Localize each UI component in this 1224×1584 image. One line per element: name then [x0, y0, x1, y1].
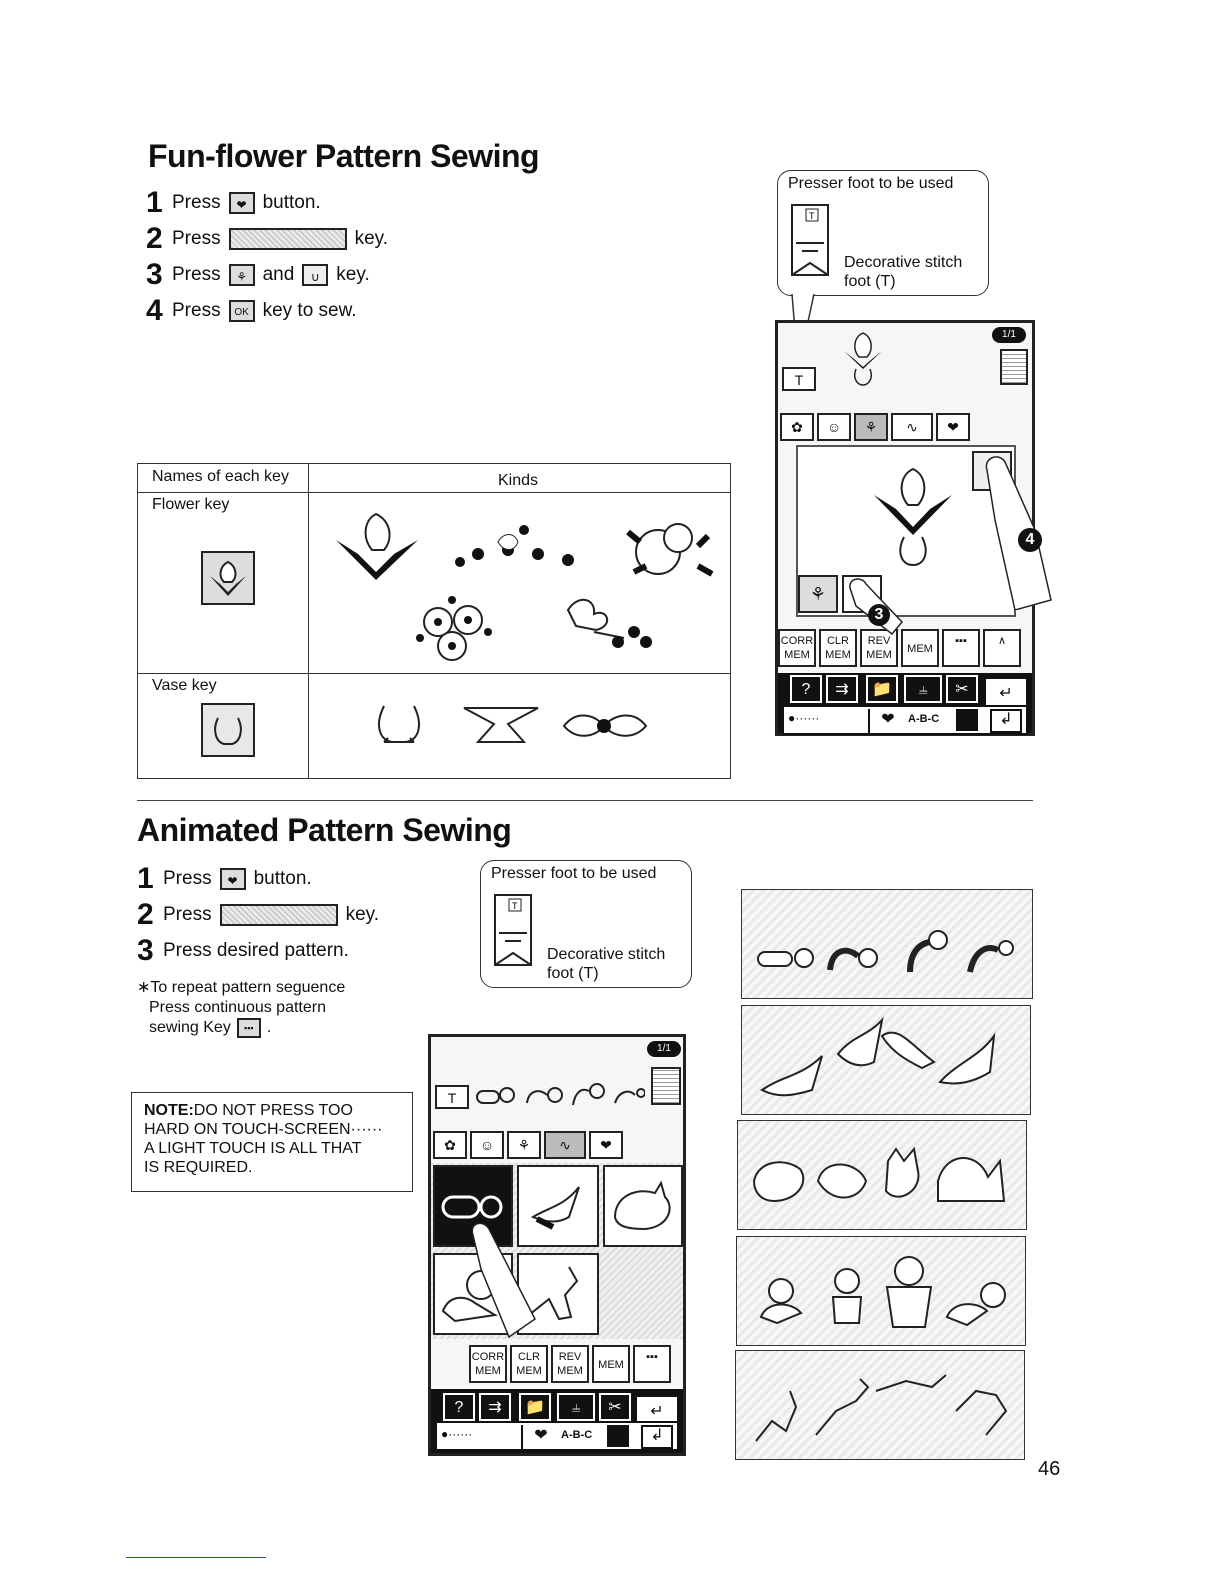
- step-number: 1: [137, 862, 154, 895]
- step-text: Press desired pattern.: [163, 940, 349, 961]
- decorative-mode-icon[interactable]: ❤: [868, 709, 906, 733]
- decorative-mode-icon[interactable]: ❤: [521, 1425, 559, 1449]
- an-step-2: [137, 898, 379, 932]
- flower-bouquet-icon: [628, 524, 712, 574]
- width-key[interactable]: ⫨: [557, 1393, 595, 1421]
- baby-samples-panel: [736, 1236, 1026, 1346]
- sewing-machine-icon: [607, 1425, 629, 1447]
- continuous-key-icon: ▪▪▪: [237, 1018, 261, 1038]
- step-text: key.: [336, 264, 370, 285]
- category-tabs: [780, 413, 970, 441]
- tab-faces[interactable]: ☺: [817, 413, 851, 441]
- clr-mem-key[interactable]: CLR MEM: [510, 1345, 548, 1383]
- step-text: key.: [354, 228, 389, 249]
- round-vase-icon: [379, 706, 419, 742]
- tip-line: ∗To repeat pattern seguence: [137, 979, 346, 996]
- stitch-angle-key[interactable]: ∧: [983, 629, 1021, 667]
- folder-key[interactable]: 📁: [519, 1393, 551, 1421]
- presser-foot-icon: [788, 203, 844, 287]
- tip-line: sewing Key: [149, 1019, 231, 1036]
- presser-foot-title: Presser foot to be used: [491, 865, 657, 882]
- svg-text:T: T: [809, 211, 815, 221]
- presser-foot-line1: Decorative stitch: [844, 254, 963, 271]
- presser-foot-callout-animated: [480, 860, 692, 988]
- caterpillar-samples-icon: [742, 890, 1032, 998]
- daisy-cluster-icon: [416, 596, 492, 660]
- cat-samples-icon: [738, 1121, 1026, 1229]
- bird-samples-icon: [742, 1006, 1030, 1114]
- presser-foot-title: Presser foot to be used: [788, 175, 954, 192]
- flower-key-icon: [200, 550, 256, 606]
- tab-characters[interactable]: ✿: [780, 413, 814, 441]
- note-text: HARD ON TOUCH-SCREEN······: [144, 1121, 383, 1138]
- kangaroo-samples-icon: [736, 1351, 1024, 1459]
- continuous-sewing-key[interactable]: ▪▪▪: [942, 629, 980, 667]
- page-number: 46: [1038, 1458, 1061, 1480]
- category-tabs: [433, 1131, 623, 1159]
- an-step-3: [137, 934, 349, 968]
- callout-3: 3: [868, 604, 890, 626]
- pointing-finger-4: [975, 450, 1055, 610]
- rev-mem-key[interactable]: REV MEM: [860, 629, 898, 667]
- needle-position-icon: ●······: [788, 711, 820, 725]
- memo-pad-icon[interactable]: [651, 1067, 681, 1105]
- basket-vase-icon: [464, 708, 538, 742]
- step-text: Press: [163, 868, 212, 889]
- vase-kinds-illustration: [328, 694, 728, 774]
- return-key[interactable]: ↲: [990, 709, 1022, 733]
- repeat-tip: [137, 978, 345, 1038]
- step-number: 4: [146, 294, 163, 327]
- row-label-flower: Flower key: [152, 496, 230, 513]
- presser-foot-line1: Decorative stitch: [547, 946, 666, 963]
- mirror-key[interactable]: ⇉: [479, 1393, 511, 1421]
- ff-step-4: [146, 294, 357, 328]
- page-indicator: 1/1: [992, 327, 1026, 343]
- presser-foot-line2: foot (T): [547, 965, 599, 982]
- bird-samples-panel: [741, 1005, 1031, 1115]
- an-step-1: [137, 862, 312, 896]
- tab-animated[interactable]: ∿: [891, 413, 933, 441]
- funflower-key-icon: [229, 228, 347, 250]
- step-number: 3: [137, 934, 154, 967]
- step-text: Press: [172, 300, 221, 321]
- corr-mem-key[interactable]: CORR MEM: [469, 1345, 507, 1383]
- kangaroo-samples-panel: [735, 1350, 1025, 1460]
- rev-mem-key[interactable]: REV MEM: [551, 1345, 589, 1383]
- help-key[interactable]: ?: [790, 675, 822, 703]
- step-text: key to sew.: [262, 300, 357, 321]
- step-text: Press: [163, 904, 212, 925]
- cat-pattern-key[interactable]: [603, 1165, 683, 1247]
- section-divider: [137, 800, 1033, 801]
- status-bar: [435, 1421, 679, 1451]
- callout-4: 4: [1018, 528, 1042, 552]
- note-label: NOTE:: [144, 1102, 194, 1119]
- tab-funflower[interactable]: ⚘: [507, 1131, 541, 1159]
- vase-key-icon: ∪: [302, 264, 328, 286]
- presser-foot-line2: foot (T): [844, 273, 896, 290]
- step-text: button.: [253, 868, 312, 889]
- presser-foot-callout: [777, 170, 989, 296]
- tulip-vase-preview: [868, 459, 958, 579]
- ff-step-1: [146, 186, 321, 220]
- return-key[interactable]: ↲: [641, 1425, 673, 1449]
- step-text: and: [262, 264, 295, 285]
- folder-key[interactable]: 📁: [866, 675, 898, 703]
- width-key[interactable]: ⫨: [904, 675, 942, 703]
- step-number: 2: [146, 222, 163, 255]
- decorative-button-icon: ❤: [220, 868, 246, 890]
- step-text: Press: [172, 192, 221, 213]
- tab-funflower[interactable]: ⚘: [854, 413, 888, 441]
- step-text: key.: [345, 904, 380, 925]
- back-key[interactable]: ↵: [637, 1397, 677, 1423]
- note-box: [131, 1092, 413, 1192]
- foot-indicator: T: [782, 367, 816, 391]
- status-bar: [782, 705, 1028, 735]
- tab-faces[interactable]: ☺: [470, 1131, 504, 1159]
- step-number: 2: [137, 898, 154, 931]
- step-text: button.: [262, 192, 321, 213]
- scissors-key[interactable]: ✂: [946, 675, 978, 703]
- flower-key[interactable]: ⚘: [798, 575, 838, 613]
- tulip-icon: [336, 514, 418, 580]
- cat-samples-panel: [737, 1120, 1027, 1230]
- mirror-key[interactable]: ⇉: [826, 675, 858, 703]
- memo-pad-icon[interactable]: [1000, 349, 1028, 385]
- scissors-key[interactable]: ✂: [599, 1393, 631, 1421]
- mem-key[interactable]: MEM: [592, 1345, 630, 1383]
- funflower-title: Fun-flower Pattern Sewing: [148, 138, 540, 174]
- row-label-vase: Vase key: [152, 677, 217, 694]
- strawberry-icon: [568, 600, 652, 648]
- flower-key-icon: ⚘: [229, 264, 255, 286]
- note-text: A LIGHT TOUCH IS ALL THAT: [144, 1140, 362, 1157]
- tab-animated[interactable]: ∿: [544, 1131, 586, 1159]
- tab-characters[interactable]: ✿: [433, 1131, 467, 1159]
- col-header-kinds: Kinds: [498, 472, 539, 489]
- col-header-names: Names of each key: [152, 468, 289, 485]
- pointing-finger: [465, 1219, 555, 1339]
- selected-animated-preview: [475, 1081, 645, 1111]
- tab-decorative[interactable]: ❤: [589, 1131, 623, 1159]
- abc-mode-label[interactable]: A-B-C: [561, 1429, 593, 1441]
- foot-indicator: T: [435, 1085, 469, 1109]
- svg-text:T: T: [512, 901, 518, 911]
- tip-line: Press continuous pattern: [149, 999, 326, 1016]
- step-text: Press: [172, 264, 221, 285]
- tab-decorative[interactable]: ❤: [936, 413, 970, 441]
- abc-mode-label[interactable]: A-B-C: [908, 713, 940, 725]
- selected-pattern-preview: [838, 327, 888, 387]
- animated-key-icon: [220, 904, 338, 926]
- ff-step-3: [146, 258, 370, 292]
- baby-samples-icon: [737, 1237, 1025, 1345]
- note-text: DO NOT PRESS TOO: [193, 1102, 353, 1119]
- back-key[interactable]: ↵: [986, 679, 1026, 705]
- flower-spray-icon: [455, 525, 574, 567]
- step-number: 3: [146, 258, 163, 291]
- page-indicator: 1/1: [647, 1041, 681, 1057]
- continuous-sewing-key[interactable]: ▪▪▪: [633, 1345, 671, 1383]
- note-text: IS REQUIRED.: [144, 1159, 253, 1176]
- animated-title: Animated Pattern Sewing: [137, 812, 512, 848]
- corr-mem-key[interactable]: CORR MEM: [778, 629, 816, 667]
- ok-key-icon: OK: [229, 300, 255, 322]
- tip-end: .: [266, 1019, 272, 1036]
- ff-step-2: [146, 222, 388, 256]
- help-key[interactable]: ?: [443, 1393, 475, 1421]
- animated-lcd-screen: [428, 1034, 686, 1456]
- needle-position-icon: ●······: [441, 1427, 473, 1441]
- flower-kinds-illustration: [328, 502, 728, 672]
- flower-button-icon: ❤: [229, 192, 255, 214]
- memory-keys: [469, 1345, 671, 1383]
- presser-foot-icon: [491, 893, 547, 977]
- step-text: Press: [172, 228, 221, 249]
- key-kinds-table: [137, 463, 731, 779]
- sewing-machine-icon: [956, 709, 978, 731]
- mem-key[interactable]: MEM: [901, 629, 939, 667]
- step-number: 1: [146, 186, 163, 219]
- footer-rule: [126, 1557, 266, 1558]
- clr-mem-key[interactable]: CLR MEM: [819, 629, 857, 667]
- vase-key-icon: [200, 702, 256, 758]
- caterpillar-samples-panel: [741, 889, 1033, 999]
